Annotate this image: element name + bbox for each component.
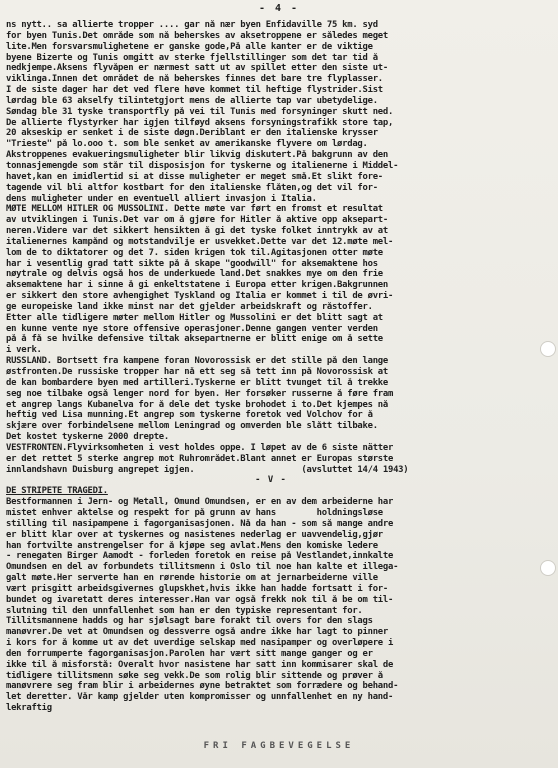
- document-body: [6, 20, 536, 714]
- text-line: tonnasjemengde som står til disposisjon for tyskerne og italienerne i Middel-: [6, 160, 399, 171]
- text-line: lite.Men forsvarsmulighetene er ganske gode,På alle kanter er de viktige: [6, 41, 373, 52]
- text-line: tidligere tillitsmenn søke seg vekk.De som rolig blir sittende og prøver å: [6, 670, 383, 681]
- text-line: skjære over forbindelsene mellom Leningrad og omverden ble slått tilbake.: [6, 421, 378, 432]
- text-line: lekraftig: [6, 703, 52, 714]
- punch-hole-bottom: [540, 560, 556, 576]
- text-line: de kan bombardere byen med artilleri.Tyskerne er blitt tvunget til å trekke: [6, 377, 388, 388]
- text-line: De allierte flystyrker har igjen tilføyd aksens forsyningstrafikk store tap,: [6, 117, 394, 128]
- text-line: "Trieste" på lo.ooo t. som ble senket av amerikanske flyvere om lørdag.: [6, 139, 368, 150]
- text-line: viklinga.Innen det området de nå beherskes finnes det bare tre flyplasser.: [6, 74, 383, 85]
- text-line: I de siste dager har det ved flere høve kommet til heftige flystrider.Sist: [6, 85, 383, 96]
- text-line: italienernes kampånd og motstandvilje er usvekket.Dette var det 12.møte mel-: [6, 236, 394, 247]
- text-line: byene Bizerte og Tunis omgitt av sterke fjellstillinger som det tar tid å: [6, 52, 378, 63]
- text-line: VESTFRONTEN.Flyvirksomheten i vest holdes oppe. I løpet av de 6 siste nätter: [6, 442, 394, 453]
- text-line: aksemaktene har i sinne å gi enkeltstatene i Europa etter krigen.Bakgrunnen: [6, 280, 388, 291]
- text-line: galt møte.Her serverte han en rørende historie om at jernarbeiderne ville: [6, 573, 378, 584]
- text-line: lom de to diktatorer og det 7. siden krigen tok til.Agitasjonen otter møte: [6, 247, 383, 258]
- text-line: nedkjempe.Aksens flyvåpen er nærmest satt ut av spillet etter den siste ut-: [6, 63, 388, 74]
- text-line: er blitt klar over at tyskernes og nasistenes nederlag er uavvendelig,gjør: [6, 529, 383, 540]
- text-line: vært prisgitt arbeidsgivernes glupskhet,hvis ikke han hadde fortsatt i for-: [6, 583, 388, 594]
- text-line: på å få se hvilke defensive tiltak aksepartnerne er blitt enige om å sette: [6, 334, 383, 345]
- text-line: ge europeiske land ikke minst nar det gjelder arbeidskraft og råstoffer.: [6, 301, 373, 312]
- text-line: Søndag ble 31 tyske transportfly på vei til Tunis med forsyninger skutt ned.: [6, 106, 394, 117]
- text-line: dens muligheter under en eventuell alliert invasjon i Italia.: [6, 193, 317, 204]
- text-line: den forrumperte fagorganisasjon.Parolen har vært sitt mange ganger og er: [6, 648, 373, 659]
- text-line: innlandshavn Duisburg angrepet igjen. (avsluttet 14/4 1943): [6, 464, 409, 475]
- text-line: ikke til å misforstå: Overalt hvor nasistene har satt inn kommisarer skal de: [6, 659, 394, 670]
- text-line: i kors for å komme ut av det uverdige selskap med nasipamper og overløpere i: [6, 638, 394, 649]
- text-line: tagende vil bli altfor kostbart for den italienske flåten,og det vil for-: [6, 182, 378, 193]
- text-line: slutning til den unnfallenhet som han er den typiske representant for.: [6, 605, 363, 616]
- text-line: Akstroppenes evakueringsmuligheter blir likvig diskutert.På bakgrunn av den: [6, 150, 388, 161]
- page-number: - 4 -: [258, 3, 300, 14]
- text-line: er sikkert den store avhengighet Tyskland og Italia er kommet i til de øvri-: [6, 291, 394, 302]
- section-heading: DE STRIPETE TRAGEDI.: [6, 486, 108, 497]
- text-line: lørdag ble 63 akselfy tilintetgjort mens de allierte tap var ubetydelige.: [6, 95, 378, 106]
- text-line: havet,kan en imidlertid si at disse muligheter er meget små.Et slikt fore-: [6, 171, 383, 182]
- text-line: Tillitsmannene hadds og har sjølsagt bare forakt til overs for den slags: [6, 616, 373, 627]
- text-line: MØTE MELLOM HITLER OG MUSSOLINI. Dette møte var ført en fromst et resultat: [6, 204, 383, 215]
- text-line: ns nytt.. sa allierte tropper .... gar nå nær byen Enfidaville 75 km. syd: [6, 20, 378, 30]
- text-line: har i vesentlig grad tatt sikte på å skape "goodwill" for aksemaktene hos: [6, 258, 378, 269]
- text-line: er det rettet 5 sterke angrep mot Ruhrområdet.Blant annet er Europas største: [6, 453, 394, 464]
- text-line: 20 akseskip er senket i de siste døgn.Deriblant er den italienske krysser: [6, 128, 378, 139]
- text-line: - renegaten Birger Aamodt - forleden foretok en reise på Vestlandet,innkalte: [6, 551, 394, 562]
- text-line: neren.Videre var det sikkert hensikten å gi det tyske folket inntrykk av at: [6, 226, 388, 237]
- text-line: RUSSLAND. Bortsett fra kampene foran Novorossisk er det stille på den lange: [6, 356, 388, 367]
- section-divider: - V -: [255, 475, 287, 486]
- text-line: for byen Tunis.Det område som nå beherskes av aksetroppene er således meget: [6, 30, 388, 41]
- text-line: en kunne vente nye store offensive operasjoner.Denne gangen venter verden: [6, 323, 378, 334]
- text-line: seg noe tilbake også lenger nord for byen. Her forsøker russerne å føre fram: [6, 388, 394, 399]
- text-line: Omundsen en del av forbundets tillitsmenn i Oslo til noe han kalte et illega-: [6, 562, 399, 573]
- text-line: nøytrale og delvis også hos de underkuede land.Det snakkes mye om den frie: [6, 269, 383, 280]
- text-line: Det kostet tyskerne 2000 drepte.: [6, 432, 169, 443]
- text-line: manøvrere seg fram blir i arbeidernes øyne betraktet som forrædere og behand-: [6, 681, 399, 692]
- text-line: østfronten.De russiske tropper har nå ett seg så tett inn på Novorossisk at: [6, 367, 388, 377]
- punch-hole-top: [540, 341, 556, 357]
- text-line: i verk.: [6, 345, 42, 356]
- text-line: heftig ved Lisa munning.Et angrep som tyskerne foretok ved Volchov for å: [6, 410, 373, 421]
- text-line: let deretter. Vår kamp gjelder uten kompromisser og unnfallenhet en ny hand-: [6, 692, 394, 703]
- text-line: av utviklingen i Tunis.Det var om å gjøre for Hitler å aktive opp aksepart-: [6, 215, 388, 226]
- text-line: manøvrer.De vet at Omundsen og dessverre også andre ikke har lagt to pinner: [6, 627, 388, 638]
- text-line: et angrep langs Kubanelva for å dele det tyske brohodet i to.Det kjempes nå: [6, 399, 388, 410]
- text-line: mistet enhver aktelse og respekt for på grunn av hans holdningsløse: [6, 507, 383, 518]
- footer-signature: FRI FAGBEVEGELSE: [203, 741, 355, 751]
- text-line: stilling til nasipampene i fagorganisasjonen. Nå da han - som så mange andre: [6, 518, 394, 529]
- text-line: han fortvilte anstrengelser for å kjøpe seg avlat.Mens den komiske ledere: [6, 540, 378, 551]
- text-line: bundet og ivaretatt deres interesser.Han var også frekk nok til å be om til-: [6, 594, 394, 605]
- text-line: Etter alle tidligere møter mellom Hitler og Mussolini er det blitt sagt at: [6, 312, 383, 323]
- text-line: Bestformannen i Jern- og Metall, Omund Omundsen, er en av dem arbeiderne har: [6, 497, 394, 508]
